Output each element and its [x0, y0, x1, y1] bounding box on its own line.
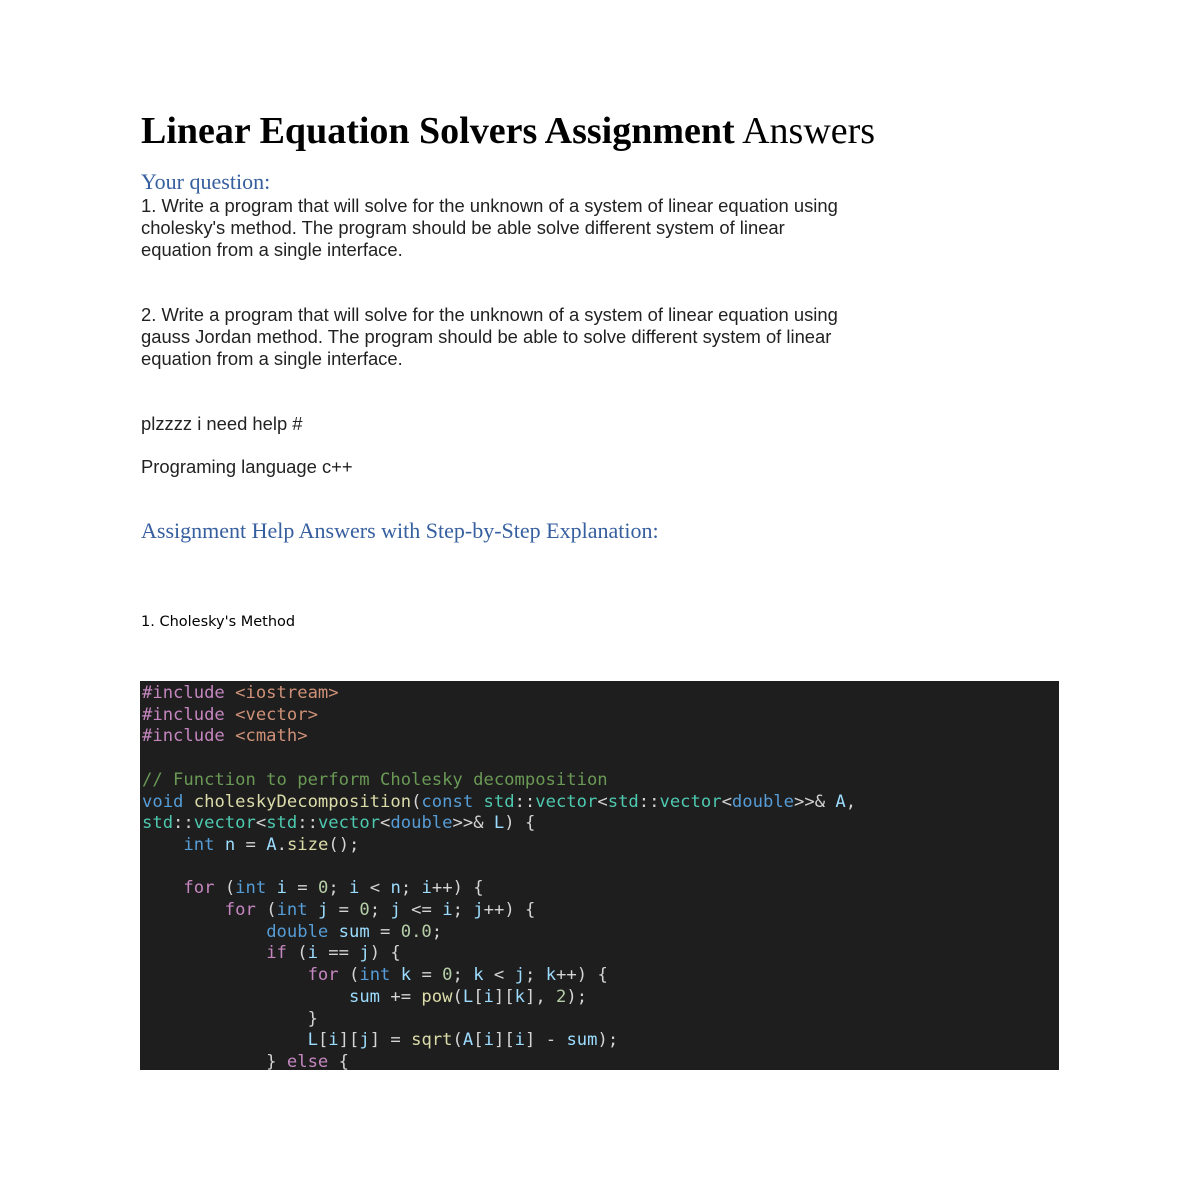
code-token: (); [328, 834, 360, 855]
question-2-line: 2. Write a program that will solve for the unknown of a system of linear equation using [141, 304, 838, 325]
code-token: i [307, 943, 318, 964]
code-token: vector [659, 791, 722, 812]
code-token: ; [452, 965, 474, 986]
code-token: ( [348, 965, 360, 986]
question-1-line: cholesky's method. The program should be able solve different system of linear [141, 216, 785, 238]
code-token: vector [535, 791, 598, 812]
code-line [142, 878, 1059, 900]
code-line [142, 857, 1059, 879]
code-line [142, 900, 1059, 922]
code-token: ( [224, 878, 236, 899]
code-token: ][ [338, 1030, 360, 1051]
title-regular-part: Answers [742, 110, 876, 152]
section-title: 1. Cholesky's Method [141, 614, 296, 630]
code-token: #include [142, 726, 236, 747]
code-token: std [266, 813, 298, 834]
code-token [142, 922, 266, 942]
code-token: ; [431, 921, 443, 942]
code-token: i [483, 1030, 494, 1051]
code-token: if [266, 943, 298, 964]
code-token: :: [173, 813, 194, 834]
code-token: ( [452, 986, 463, 1007]
code-token: :: [514, 791, 536, 812]
code-token: ; [369, 900, 391, 920]
code-token: = [286, 878, 318, 899]
code-token [142, 965, 308, 985]
code-line [142, 965, 1059, 987]
code-token: , [845, 791, 857, 812]
code-token: L [493, 813, 505, 834]
code-token: < [597, 791, 608, 812]
code-token: :: [638, 791, 660, 812]
code-token: ] - [525, 1030, 567, 1051]
code-token: i [483, 986, 494, 1007]
code-token: else [286, 1051, 329, 1070]
code-token: L [462, 986, 474, 1007]
question-1-paragraph [141, 195, 1041, 260]
code-token: std [607, 791, 639, 812]
code-token: j [390, 900, 401, 920]
code-block[interactable] [140, 681, 1059, 1070]
code-token: j [473, 900, 484, 920]
code-token: } [142, 1051, 287, 1070]
code-token: >>& [794, 791, 836, 812]
code-token: j [359, 1030, 370, 1051]
code-token: ( [266, 900, 277, 920]
code-token: <vector> [235, 704, 318, 725]
code-line [142, 943, 1059, 965]
code-token: int [183, 834, 225, 855]
code-token: 0 [359, 900, 370, 920]
title-bold-part: Linear Equation Solvers Assignment [141, 110, 735, 152]
code-token: i [442, 900, 453, 920]
question-2-line: gauss Jordan method. The program should be able to solve different system of linear [141, 325, 832, 347]
code-token: ); [597, 1030, 619, 1051]
code-token: ( [452, 1030, 463, 1051]
code-token: std [142, 813, 174, 834]
code-token: ; [524, 965, 546, 986]
code-line [142, 1009, 1059, 1031]
code-token [142, 900, 225, 920]
question-heading: Your question: [141, 169, 271, 194]
code-token: pow [421, 986, 453, 1007]
code-token: :: [297, 813, 318, 834]
code-token: += [380, 986, 422, 1007]
code-token: size [286, 834, 329, 855]
code-token: k [400, 965, 412, 986]
code-token: A [462, 1030, 474, 1051]
code-token: n [224, 834, 236, 855]
code-token: j [514, 965, 525, 986]
code-token: < [380, 813, 391, 834]
code-line [142, 922, 1059, 944]
code-token: ], [524, 986, 557, 1007]
code-token: for [224, 900, 267, 920]
code-token: k [473, 965, 484, 986]
code-token: vector [317, 813, 381, 834]
code-token: j [317, 900, 329, 920]
code-token [142, 987, 349, 1007]
code-token: < [483, 965, 515, 986]
document-title [141, 108, 875, 154]
code-token: j [359, 943, 370, 964]
code-line [142, 683, 1059, 705]
code-token: = [328, 900, 360, 920]
code-token: vector [193, 813, 256, 834]
code-token: int [235, 878, 277, 899]
question-1-line: equation from a single interface. [141, 238, 403, 260]
code-line [142, 748, 1059, 770]
question-1-line: 1. Write a program that will solve for the unknown of a system of linear equation using [141, 195, 838, 216]
code-token: ++) { [556, 965, 608, 986]
code-line [142, 1052, 1059, 1070]
code-token: L [307, 1030, 318, 1051]
code-line [142, 726, 1059, 748]
code-token: sum [348, 986, 381, 1007]
code-token: { [328, 1051, 349, 1070]
code-token: i [421, 878, 432, 899]
code-token: ; [400, 878, 422, 899]
code-token: . [276, 834, 287, 855]
code-token: == [317, 943, 360, 964]
code-token: < [359, 878, 391, 899]
code-token [142, 835, 183, 855]
code-token: sum [338, 921, 370, 942]
code-token: i [349, 878, 360, 899]
code-line [142, 705, 1059, 727]
code-token: < [255, 813, 267, 834]
code-token: A [835, 791, 846, 812]
code-token: double [266, 921, 339, 942]
code-token: i [276, 878, 287, 899]
code-token: k [514, 986, 525, 1007]
code-token: ( [411, 791, 422, 812]
code-token: >>& [452, 813, 494, 834]
code-token: #include [142, 704, 236, 725]
code-token: <cmath> [235, 726, 308, 747]
answers-heading: Assignment Help Answers with Step-by-Step Explanation: [141, 518, 659, 543]
code-token: for [307, 965, 349, 986]
code-token: ); [566, 986, 588, 1007]
code-token: [ [317, 1030, 329, 1051]
code-token: #include [142, 683, 236, 703]
code-token: k [545, 965, 557, 986]
code-token: ) { [504, 813, 536, 834]
code-token: ++) { [431, 878, 484, 899]
plea-text: plzzzz i need help # [141, 413, 303, 434]
code-token: const [421, 791, 484, 812]
code-token: 0 [442, 965, 453, 986]
code-token: ][ [493, 1030, 515, 1051]
code-token: <= [400, 900, 443, 920]
code-token: ( [297, 943, 308, 964]
code-token: sqrt [411, 1030, 453, 1051]
code-token: // Function to perform Cholesky decomposition [142, 769, 608, 790]
code-token: 0 [317, 878, 329, 899]
code-token: int [359, 965, 401, 986]
code-token: i [514, 1030, 526, 1051]
code-token: = [411, 965, 443, 986]
code-line [142, 813, 1059, 835]
code-line [142, 835, 1059, 857]
code-token: sum [566, 1030, 598, 1051]
question-2-line: equation from a single interface. [141, 347, 403, 369]
code-token [142, 1030, 308, 1050]
code-token: [ [473, 986, 484, 1007]
code-line [142, 770, 1059, 792]
code-token: = [369, 921, 401, 942]
code-listing [140, 681, 1059, 1070]
code-token: [ [473, 1030, 484, 1051]
code-line [142, 1030, 1059, 1052]
code-token: ] = [369, 1030, 412, 1051]
code-line [142, 792, 1059, 814]
code-token: ; [328, 878, 350, 899]
code-token: double [390, 813, 453, 834]
code-token: ; [452, 900, 474, 920]
code-token: double [731, 791, 795, 812]
code-token: for [183, 878, 225, 899]
code-token: 0.0 [400, 921, 432, 942]
code-token: } [142, 1008, 318, 1029]
code-token: void [142, 791, 194, 812]
code-token: choleskyDecomposition [193, 791, 412, 812]
code-token: 2 [556, 986, 567, 1007]
code-token: int [276, 900, 318, 920]
code-token: ][ [493, 986, 515, 1007]
code-line [142, 987, 1059, 1009]
code-token: < [721, 791, 732, 812]
code-token [142, 943, 266, 963]
code-token: i [328, 1030, 339, 1051]
language-text: Programing language c++ [141, 456, 353, 477]
code-token: std [483, 791, 515, 812]
code-token: A [266, 834, 277, 855]
code-token: n [390, 878, 401, 899]
code-token: = [235, 834, 267, 855]
code-token: <iostream> [235, 683, 339, 703]
code-token [142, 878, 183, 898]
code-token: ) { [369, 943, 401, 964]
code-token: ++) { [483, 900, 536, 920]
question-2-paragraph [141, 304, 1041, 369]
